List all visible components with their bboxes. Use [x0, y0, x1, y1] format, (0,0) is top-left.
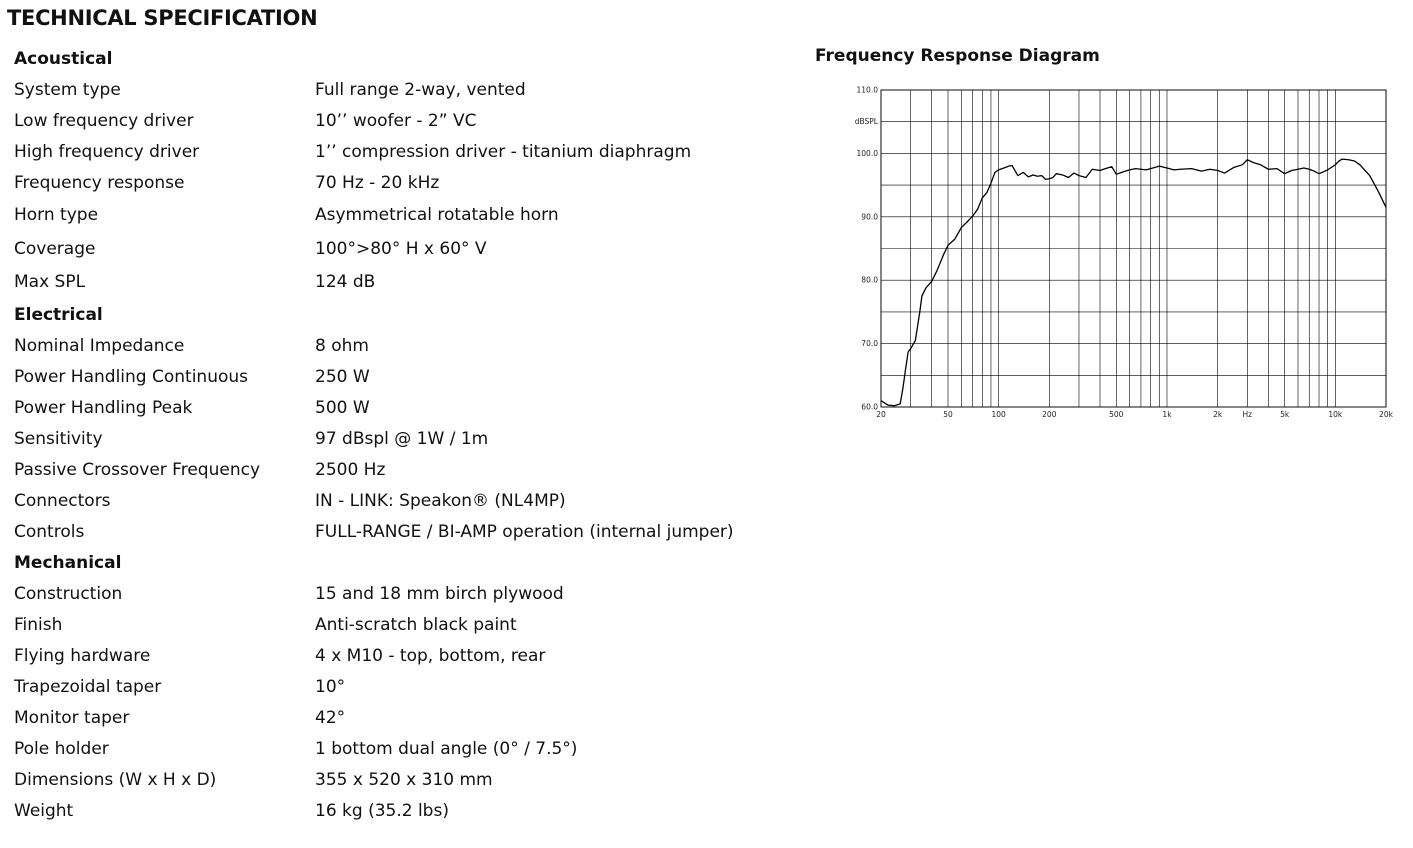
spec-row — [14, 106, 804, 137]
x-axis-unit-label: Hz — [1242, 410, 1253, 419]
spec-value: 42° — [315, 707, 346, 728]
spec-row — [14, 75, 804, 106]
page-title: TECHNICAL SPECIFICATION — [7, 6, 318, 30]
spec-label: Dimensions (W x H x D) — [14, 769, 217, 790]
spec-value: FULL-RANGE / BI-AMP operation (internal jumper) — [315, 521, 734, 542]
spec-value: 355 x 520 x 310 mm — [315, 769, 493, 790]
y-tick-label: 70.0 — [861, 339, 878, 349]
spec-value: 16 kg (35.2 lbs) — [315, 800, 449, 821]
spec-row — [14, 765, 804, 796]
y-tick-label: 100.0 — [856, 148, 878, 158]
x-tick-label: 50 — [943, 410, 953, 419]
spec-row — [14, 703, 804, 734]
spec-value: Full range 2-way, vented — [315, 80, 526, 100]
spec-label: Monitor taper — [14, 707, 130, 728]
spec-label: Nominal Impedance — [14, 335, 185, 356]
spec-row — [14, 486, 804, 517]
x-tick-label: 10k — [1328, 410, 1343, 419]
spec-value: 15 and 18 mm birch plywood — [315, 583, 564, 604]
spec-row — [14, 641, 804, 672]
spec-label: Connectors — [14, 490, 111, 511]
spec-label: Flying hardware — [14, 645, 151, 666]
spec-row — [14, 168, 804, 199]
y-tick-label: 110.0 — [856, 85, 878, 95]
spec-row — [14, 455, 804, 486]
spec-row — [14, 233, 804, 267]
x-tick-label: 20k — [1379, 410, 1393, 419]
spec-row — [14, 393, 804, 424]
spec-label: High frequency driver — [14, 142, 200, 162]
section-header-electrical — [14, 300, 804, 331]
spec-label: Passive Crossover Frequency — [14, 459, 261, 480]
spec-value: Anti-scratch black paint — [315, 614, 517, 635]
x-tick-label: 500 — [1109, 410, 1124, 419]
spec-value: 100°>80° H x 60° V — [315, 238, 487, 259]
spec-row — [14, 199, 804, 233]
spec-label: Finish — [14, 614, 63, 635]
x-tick-label: 20 — [876, 410, 886, 419]
spec-row — [14, 331, 804, 362]
chart-title: Frequency Response Diagram — [815, 46, 1100, 66]
y-tick-label: 80.0 — [861, 275, 878, 285]
spec-label: Horn type — [14, 205, 99, 225]
spec-label: Max SPL — [14, 272, 86, 292]
spec-row — [14, 610, 804, 641]
spec-row — [14, 137, 804, 168]
spec-row — [14, 362, 804, 393]
spec-row — [14, 424, 804, 455]
section-title: Electrical — [14, 304, 103, 325]
spec-label: Low frequency driver — [14, 111, 194, 131]
spec-value: 97 dBspl @ 1W / 1m — [315, 428, 489, 449]
spec-label: Frequency response — [14, 173, 185, 193]
spec-label: Trapezoidal taper — [14, 676, 162, 697]
section-title: Acoustical — [14, 49, 113, 69]
spec-label: Controls — [14, 521, 85, 542]
spec-value: 1’’ compression driver - titanium diaphragm — [315, 142, 692, 162]
spec-value: 2500 Hz — [315, 459, 386, 480]
spec-value: 10’’ woofer - 2” VC — [315, 111, 477, 131]
y-tick-label: 90.0 — [861, 212, 878, 222]
chart-svg — [845, 80, 1405, 425]
spec-value: 70 Hz - 20 kHz — [315, 173, 440, 193]
x-tick-label: 1k — [1162, 410, 1172, 419]
spec-value: 124 dB — [315, 272, 376, 292]
spec-label: Construction — [14, 583, 123, 604]
section-header-mechanical — [14, 548, 804, 579]
spec-value: 10° — [315, 676, 346, 697]
y-axis-unit-label: dBSPL — [854, 117, 878, 127]
spec-row — [14, 517, 804, 548]
section-header-acoustical — [14, 44, 804, 75]
spec-value: 1 bottom dual angle (0° / 7.5°) — [315, 738, 578, 759]
spec-row — [14, 266, 804, 300]
spec-value: 4 x M10 - top, bottom, rear — [315, 645, 546, 666]
spec-label: Weight — [14, 800, 74, 821]
spec-label: Sensitivity — [14, 428, 103, 449]
spec-value: Asymmetrical rotatable horn — [315, 205, 559, 225]
response-curve — [881, 159, 1386, 406]
section-title: Mechanical — [14, 552, 122, 573]
x-tick-label: 5k — [1280, 410, 1290, 419]
spec-value: IN - LINK: Speakon® (NL4MP) — [315, 490, 566, 511]
spec-label: Coverage — [14, 238, 96, 259]
spec-label: Power Handling Continuous — [14, 366, 248, 387]
frequency-response-chart — [845, 80, 1405, 425]
spec-value: 250 W — [315, 366, 370, 387]
x-tick-label: 2k — [1213, 410, 1223, 419]
spec-row — [14, 734, 804, 765]
spec-value: 500 W — [315, 397, 370, 418]
spec-label: Pole holder — [14, 738, 109, 759]
spec-row — [14, 796, 804, 827]
spec-row — [14, 579, 804, 610]
spec-table — [14, 44, 804, 827]
spec-label: System type — [14, 80, 121, 100]
y-tick-label: 60.0 — [861, 402, 878, 412]
spec-label: Power Handling Peak — [14, 397, 193, 418]
spec-value: 8 ohm — [315, 335, 369, 356]
x-tick-label: 200 — [1042, 410, 1057, 419]
x-tick-label: 100 — [991, 410, 1006, 419]
spec-row — [14, 672, 804, 703]
